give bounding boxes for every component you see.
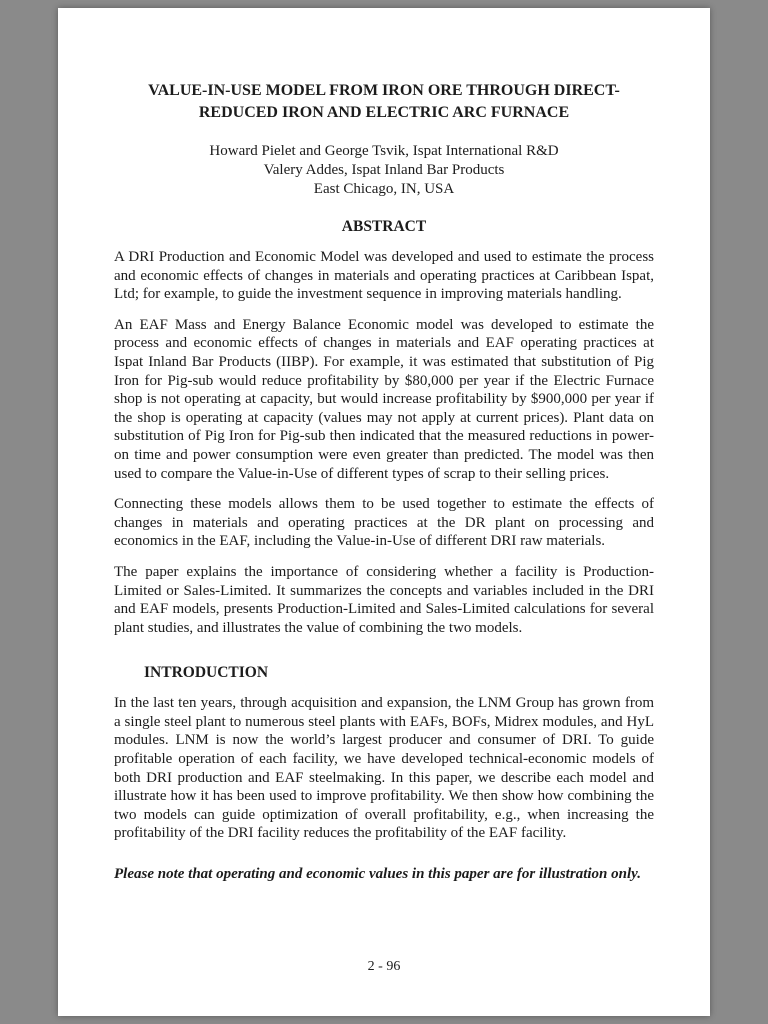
introduction-paragraph-1: In the last ten years, through acquisition and expansion, the LNM Group has grown from a single steel plant to numerous steel plants with EAFs, BOFs, Midrex modules, and HyL modules. LNM is now the world’s largest producer and consumer of DRI. To guide profitable operation of each facility, we have developed technical-economic models of both DRI production and EAF steelmaking. In this paper, we describe each model and illustrate how it has been used to improve profitability. We then show how combining the two models can guide optimization of overall profitability, e.g., when increasing the profitability of the DRI facility reduces the profitability of the EAF facility. [114,695,654,842]
document-page [58,8,710,1016]
author-line-2: Valery Addes, Ispat Inland Bar Products [263,162,505,178]
author-line-1: Howard Pielet and George Tsvik, Ispat International R&D [209,143,559,159]
paper-title-line-2: REDUCED IRON AND ELECTRIC ARC FURNACE [198,104,570,121]
section-heading-abstract: ABSTRACT [341,218,427,235]
author-line-3: East Chicago, IN, USA [313,181,455,197]
abstract-paragraph-2: An EAF Mass and Energy Balance Economic model was developed to estimate the process and economic effects of changes in materials and EAF operating practices at Ispat Inland Bar Products (IIBP). For example, it was estimated that substitution of Pig Iron for Pig-sub would reduce profitability by $80,000 per year if the Electric Furnace shop is not operating at capacity, but would increase profitability by $900,000 per year if the shop is operating at capacity (values may not apply at current prices). Plant data on substitution of Pig Iron for Pig-sub then indicated that the measured reductions in power-on time and power consumption were even greater than predicted. The model was then used to compare the Value-in-Use of different types of scrap to their selling prices. [114,316,654,482]
abstract-paragraph-1: A DRI Production and Economic Model was developed and used to estimate the process and economic effects of changes in materials and operating practices at Caribbean Ispat, Ltd; for example, to guide the investment sequence in improving materials handling. [114,249,654,303]
page-number: 2 - 96 [367,959,401,974]
section-heading-introduction: INTRODUCTION [144,664,269,682]
abstract-paragraph-4: The paper explains the importance of considering whether a facility is Production-Limited or Sales-Limited. It summarizes the concepts and variables included in the DRI and EAF models, presents Production-Limited and Sales-Limited calculations for several plant studies, and illustrates the value of combining the two models. [114,563,654,636]
paper-title [114,80,654,124]
paper-title-line-1: VALUE-IN-USE MODEL FROM IRON ORE THROUGH DIRECT- [148,82,620,99]
author-block [114,142,654,199]
illustration-note: Please note that operating and economic values in this paper are for illustration only. [114,866,641,883]
abstract-paragraph-3: Connecting these models allows them to be used together to estimate the effects of changes in materials and operating practices at the DR plant on processing and economics in the EAF, including the Value-in-Use of different DRI raw materials. [114,496,654,550]
